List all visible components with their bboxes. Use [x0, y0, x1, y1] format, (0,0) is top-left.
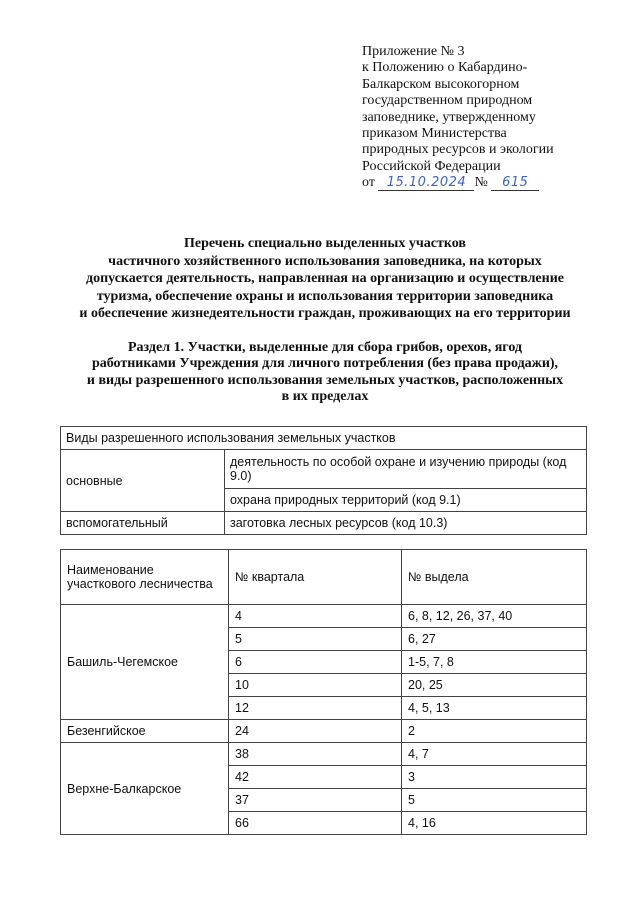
- table-row: [61, 743, 587, 766]
- forest-areas-table: [60, 549, 587, 835]
- date-prefix: от: [362, 175, 375, 191]
- table-row: [61, 450, 587, 489]
- appendix-line: государственном природном: [362, 93, 533, 109]
- title-line: туризма, обеспечение охраны и использования территории заповедника: [96, 288, 554, 304]
- land-use-table: [60, 426, 587, 535]
- main-use-label: основные: [61, 450, 225, 512]
- table-row: [61, 512, 587, 535]
- quarter-cell: 66: [229, 812, 402, 835]
- appendix-line: заповеднике, утвержденному: [362, 109, 536, 125]
- quarter-cell: 10: [229, 674, 402, 697]
- plot-cell: 3: [402, 766, 587, 789]
- plot-cell: 5: [402, 789, 587, 812]
- quarter-cell: 42: [229, 766, 402, 789]
- land-use-header: Виды разрешенного использования земельных участков: [61, 427, 587, 450]
- appendix-line: Российской Федерации: [362, 158, 501, 174]
- table-row: [61, 720, 587, 743]
- plot-cell: 4, 7: [402, 743, 587, 766]
- forestry-name: Безенгийское: [61, 720, 229, 743]
- table-row: [61, 605, 587, 628]
- quarter-cell: 38: [229, 743, 402, 766]
- column-header-quarter: № квартала: [229, 550, 402, 605]
- quarter-cell: 12: [229, 697, 402, 720]
- column-header-plot: № выдела: [402, 550, 587, 605]
- quarter-cell: 37: [229, 789, 402, 812]
- quarter-cell: 6: [229, 651, 402, 674]
- table-row: [61, 427, 587, 450]
- title-line: Перечень специально выделенных участков: [184, 236, 466, 251]
- column-header-forestry: Наименование участкового лесничества: [61, 550, 229, 605]
- plot-cell: 1-5, 7, 8: [402, 651, 587, 674]
- order-date-line: [362, 175, 612, 191]
- main-use-item: деятельность по особой охране и изучению природы (код 9.0): [225, 450, 587, 489]
- section-title-line: в их пределах: [281, 389, 369, 405]
- title-line: частичного хозяйственного использования заповедника, на которых: [108, 253, 542, 269]
- number-sign: №: [474, 175, 488, 191]
- quarter-cell: 4: [229, 605, 402, 628]
- main-use-item: охрана природных территорий (код 9.1): [225, 489, 587, 512]
- section-title: [40, 340, 610, 406]
- handwritten-date: 15.10.2024: [378, 176, 474, 191]
- appendix-line: приказом Министерства: [362, 126, 507, 142]
- appendix-line: природных ресурсов и экологии: [362, 142, 554, 158]
- quarter-cell: 5: [229, 628, 402, 651]
- handwritten-order-number: 615: [491, 176, 539, 191]
- title-line: допускается деятельность, направленная на организацию и осуществление: [86, 271, 564, 287]
- section-title-line: Раздел 1. Участки, выделенные для сбора грибов, орехов, ягод: [128, 340, 522, 355]
- plot-cell: 4, 16: [402, 812, 587, 835]
- appendix-line: Балкарском высокогорном: [362, 76, 520, 92]
- forestry-name: Башиль-Чегемское: [61, 605, 229, 720]
- plot-cell: 6, 27: [402, 628, 587, 651]
- appendix-line: Приложение № 3: [362, 44, 465, 59]
- plot-cell: 2: [402, 720, 587, 743]
- forestry-name: Верхне-Балкарское: [61, 743, 229, 835]
- document-title: [40, 235, 610, 323]
- aux-use-item: заготовка лесных ресурсов (код 10.3): [225, 512, 587, 535]
- appendix-line: к Положению о Кабардино-: [362, 60, 528, 76]
- section-title-line: и виды разрешенного использования земельных участков, расположенных: [86, 372, 564, 388]
- section-title-line: работниками Учреждения для личного потребления (без права продажи),: [91, 356, 559, 372]
- plot-cell: 4, 5, 13: [402, 697, 587, 720]
- table-header-row: [61, 550, 587, 605]
- quarter-cell: 24: [229, 720, 402, 743]
- title-line: и обеспечение жизнедеятельности граждан, проживающих на его территории: [79, 306, 571, 322]
- aux-use-label: вспомогательный: [61, 512, 225, 535]
- plot-cell: 20, 25: [402, 674, 587, 697]
- plot-cell: 6, 8, 12, 26, 37, 40: [402, 605, 587, 628]
- appendix-block: [362, 44, 612, 192]
